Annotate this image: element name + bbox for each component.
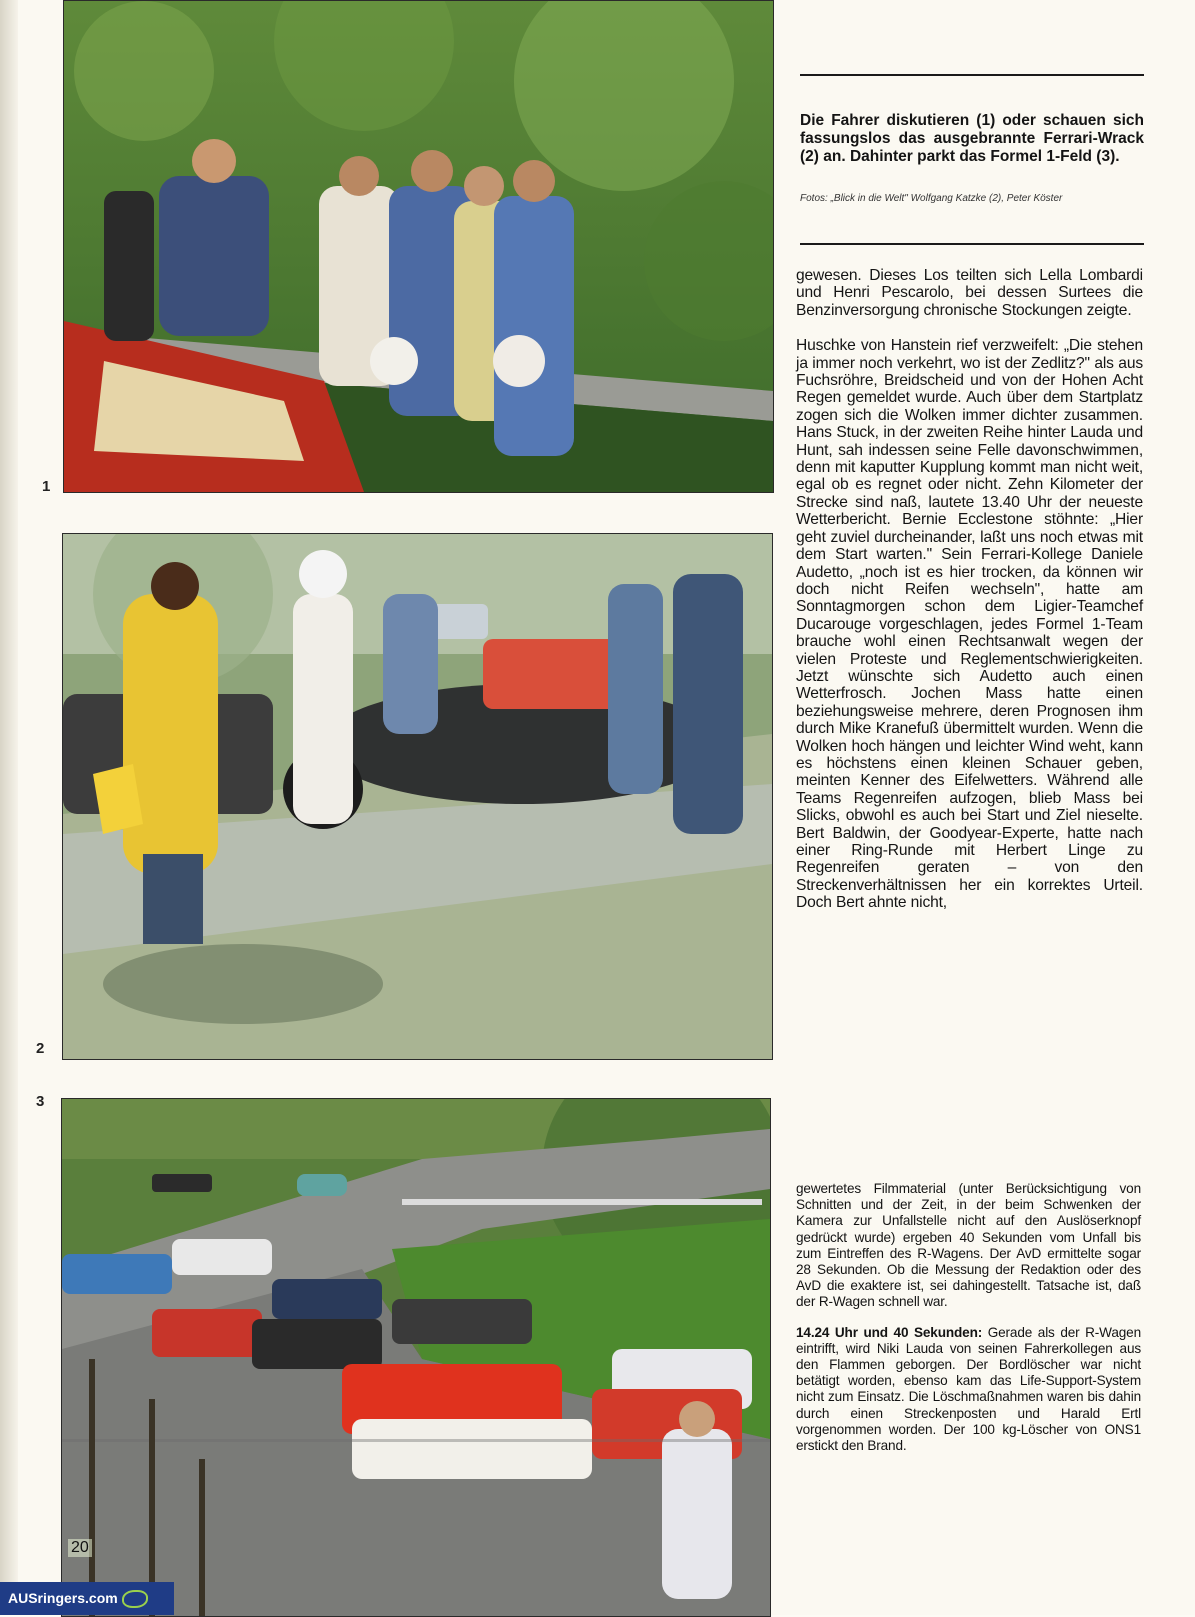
photo-ferrari-wreck — [62, 533, 773, 1060]
photo-number-2: 2 — [36, 1040, 45, 1057]
photo-drivers-at-crash — [63, 0, 774, 493]
caption-top-rule — [800, 74, 1144, 76]
caption-bottom-rule — [800, 243, 1144, 245]
page-edge-shadow — [0, 0, 18, 1615]
article-paragraph-timestamp — [796, 1325, 1141, 1455]
timestamp-lead: 14.24 Uhr und 40 Sekunden: — [796, 1324, 983, 1340]
site-logo — [0, 1582, 174, 1615]
photo-caption: Die Fahrer diskutieren (1) oder schauen sich fassungslos das ausgebrannte Ferrari-Wrack (2) an. Dahinter parkt das Formel 1-Feld (3). — [800, 112, 1144, 165]
article-paragraph: Huschke von Hanstein rief verzweifelt: „Die stehen ja immer noch verkehrt, wo ist der Zedlitz?" als aus Fuchsröhre, Breidscheid und von der Hohen Acht Regen gemeldet wurde. Auch über dem Startplatz zogen sich die Wolken immer dichter zusammen. Hans Stuck, in der zweiten Reihe hinter Lauda und Hunt, sah indessen seine Felle davonschwimmen, denn mit kaputter Kupplung kommt man nicht weit, egal ob es regnet oder nicht. Zehn Kilometer der Strecke sind naß, lautete 13.40 Uhr der neueste Wetterbericht. Bernie Ecclestone stöhnte: „Hier geht zuviel durcheinander, laßt uns noch etwas mit dem Start warten." Sein Ferrari-Kollege Daniele Audetto, „noch ist es hier trocken, da können wir doch nicht Reifen wechseln", hatte am Sonntagmorgen schon dem Ligier-Teamchef Ducarouge vorgeschlagen, jedes Formel 1-Team brauche wohl einen Rechtsanwalt wegen der vielen Proteste und Reglementschwierigkeiten. Jetzt wünschte sich Audetto auch einen Wetterfrosch. Jochen Mass hatte einen beziehungsweise mehrere, deren Prognosen ihm durch Mike Kranefuß übermittelt wurden. Wenn die Wolken hoch hängen und leichter Wind weht, kann es höchstens einen kleinen Schauer geben, meinten Kenner des Eifelwetters. Während alle Teams Regenreifen aufzogen, blieb Mass bei Slicks, obwohl es auch bei Start und Ziel nieselte. Bert Baldwin, der Goodyear-Experte, hatte nach einer Ring-Runde mit Herbert Linge zu Regenreifen geraten – von den Streckenverhältnissen her ein korrektes Urteil. Doch Bert ahnte nicht, — [796, 337, 1143, 912]
photo-formula1-field — [61, 1098, 771, 1617]
photo-number-1: 1 — [42, 478, 51, 495]
page-number: 20 — [68, 1539, 92, 1557]
article-column-upper — [796, 267, 1143, 930]
site-logo-text: AUSringers.com — [8, 1590, 118, 1606]
timestamp-text: Gerade als der R-Wagen eintrifft, wird Niki Lauda von seinen Fahrerkollegen aus den Flammen geborgen. Der Bordlöscher war nicht betätigt worden, ebenso kam das Life-Support-System nicht zum Einsatz. Die Löschmaßnahmen waren bis dahin durch einen Streckenposten und Harald Ertl vorgenommen worden. Der 100 kg-Löscher von ONS1 erstickt den Brand. — [796, 1324, 1141, 1454]
article-paragraph: gewesen. Dieses Los teilten sich Lella Lombardi und Henri Pescarolo, bei dessen Surtees die Benzinversorgung chronische Stockungen zeigte. — [796, 267, 1143, 319]
article-paragraph: gewertetes Filmmaterial (unter Berücksichtigung von Schnitten und der Zeit, in der beim Schwenken der Kamera zur Unfallstelle nicht auf den Auslöserknopf gedrückt wurde) ergeben 40 Sekunden vom Unfall bis zum Eintreffen des R-Wagens. Der AvD ermittelte sogar 28 Sekunden. Ob die Messung der Redaktion oder des AvD die exaktere ist, sei dahingestellt. Tatsache ist, daß der R-Wagen schnell war. — [796, 1181, 1141, 1310]
photo-credit: Fotos: „Blick in die Welt" Wolfgang Katzke (2), Peter Köster — [800, 193, 1063, 204]
article-column-lower — [796, 1181, 1141, 1468]
ring-track-icon — [122, 1590, 148, 1608]
photo-number-3: 3 — [36, 1093, 45, 1110]
